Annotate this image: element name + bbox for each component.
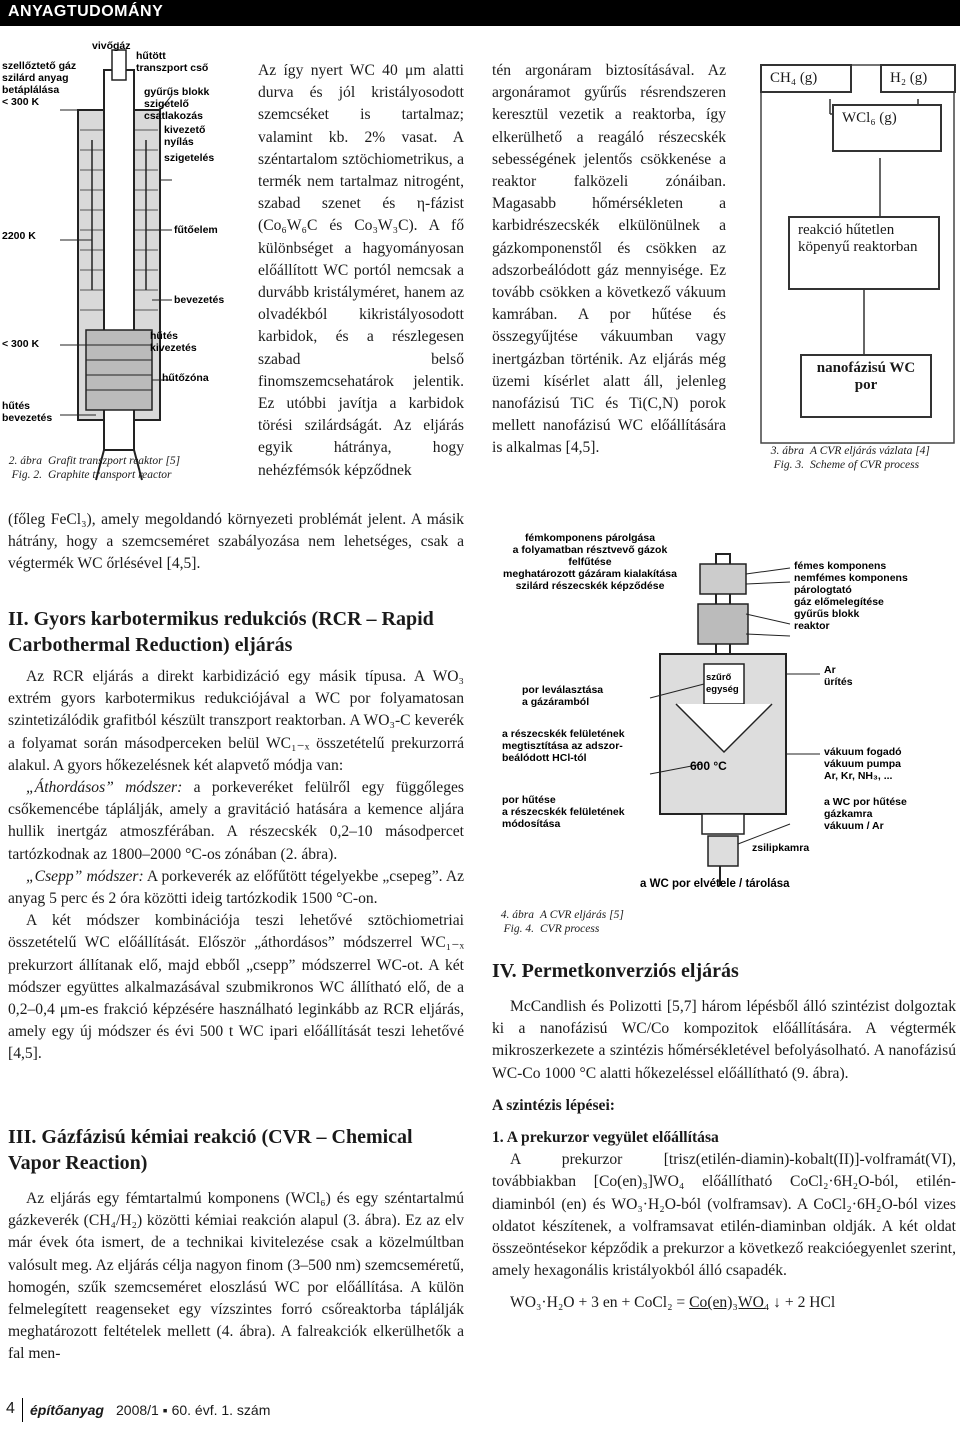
label-ar: Ar ürítés	[824, 664, 853, 688]
label-temp-300: < 300 K	[2, 338, 40, 350]
label-hutes-bevezetes: hűtés bevezetés	[2, 400, 53, 424]
caption-label: Fig. 4.	[503, 923, 534, 935]
caption-text: A CVR eljárás vázlata [4]	[810, 445, 930, 457]
figure-3-caption	[762, 444, 958, 472]
label-bevezetes: bevezetés	[174, 294, 225, 306]
caption-label: Fig. 2.	[11, 469, 42, 481]
label-wc-vetel: a WC por elvétele / tárolása	[640, 878, 790, 890]
subheading: A szintézis lépései:	[492, 1096, 615, 1114]
label-hutott-transzport: hűtött transzport cső	[136, 50, 209, 74]
section-2-heading	[8, 606, 464, 658]
label-hutozona: hűtőzóna	[162, 372, 209, 384]
figure-4	[490, 524, 956, 900]
equation-right: + 2 HCl	[780, 1294, 836, 1312]
label-szigetelo: szigetelő	[144, 98, 189, 110]
section-header	[0, 0, 960, 26]
journal-name: építőanyag	[30, 1402, 104, 1418]
heading-text: II. Gyors karbotermikus redukciós (RCR – Rapid Carbothermal Reduction) eljárás	[8, 608, 434, 656]
label-kivezeto-nyilas: kivezető nyílás	[164, 124, 206, 148]
label-top-right: fémes komponens nemfémes komponens párologtató gáz előmelegítése gyűrűs blokk reaktor	[794, 560, 908, 632]
label-csatlakozas: csatlakozás	[144, 110, 203, 122]
box-wcl6: WCl₆ (g)	[832, 104, 942, 152]
equation-product: Co(en)₃WO₄	[689, 1294, 770, 1312]
label-filter: szűrő egység	[706, 672, 739, 695]
label-por-hutes: por hűtése a részecskék felületének módosítása	[502, 794, 625, 830]
box-ch4: CH₄ (g)	[760, 64, 852, 93]
paragraph-text: Az RCR eljárás a direkt karbidizáció egy másik típusa. A WO₃ extrém gyors karbotermikus redukciójával a WC por folyamatosan szintetizálódik grafitból készült transzport reaktorban. A WO₃-C keverék a folyamat során másodperceken belül WC₁₋ₓ összetételű prekurzorrá alakul. A gyors hőkezelésnek két alapvető módja van:	[8, 668, 464, 774]
emphasis: „Csepp” módszer:	[26, 867, 144, 885]
box-reaction: reakció hűtetlen köpenyű reaktorban	[788, 216, 940, 290]
step-heading: 1. A prekurzor vegyület előállítása	[492, 1129, 719, 1147]
label-wc-por-hutes: a WC por hűtése gázkamra vákuum / Ar	[824, 796, 907, 832]
label-vakuum: vákuum fogadó vákuum pumpa Ar, Kr, NH₃, ...	[824, 746, 902, 782]
page-number: 4	[6, 1400, 15, 1417]
caption-text: Graphite transport reactor	[48, 469, 172, 481]
figure-4-caption	[492, 908, 732, 936]
label-por-leval: por leválasztása a gázáramból	[522, 684, 604, 708]
label-futoelem: fűtőelem	[174, 224, 218, 236]
footer-divider	[22, 1398, 23, 1422]
label-hutes-kivezetes: hűtés kivezetés	[150, 330, 197, 354]
label-top-left: fémkomponens párolgása a folyamatban résztvevő gázok felfűtése meghatározott gázáram kialakítása szilárd részecskék képződése	[503, 532, 677, 592]
footer	[0, 1398, 320, 1424]
figure-2-caption	[0, 454, 240, 482]
section-4-body	[492, 996, 956, 1315]
caption-label: 3. ábra	[770, 445, 804, 457]
caption-text: A CVR eljárás [5]	[540, 909, 624, 921]
paragraph-text	[8, 866, 464, 910]
caption-label: Fig. 3.	[773, 459, 804, 471]
caption-text: CVR process	[540, 923, 600, 935]
emphasis: „Áthordásos” módszer:	[26, 779, 183, 797]
paragraph-text: A prekurzor [trisz(etilén-diamin)-kobalt(II)]-volframát(VI), továbbiakban [Co(en)₃]WO₄ előállítható CoCl₂·6H₂O-ból, etilén-diaminból (en) és WO₃·H₂O-ból (volframsav). A CoCl₂·6H₂O-ból vizes oldatot készítenek, a volframsavat etilén-diaminban oldják. A két oldat összeöntésekor képződik a prekurzor a következő reakcióegyenlet szerint, amely hexagonális kristályokból álló csapadék.	[492, 1151, 956, 1280]
caption-text: Scheme of CVR process	[810, 459, 920, 471]
heading-text: IV. Permetkonverziós eljárás	[492, 960, 739, 982]
figure-3	[760, 64, 955, 444]
paragraph-text: tén argonáram biztosításával. Az argonáramot gyűrűs résrendszeren keresztül vezetik a reaktorba, így elkerülhető a reagáló részecskék sebességének jelentős csökkenése a reaktor falközeli zónáiban. Magasabb hőmérsékleten a karbidrészecskék elkülönülnek a gázkomponenstől és csökken az adszorbeálódott gáz mennyisége. Ez tovább csökken a következő vákuum kamrában. A por hűtése és összegyűjtése vákuumban vagy inertgázban történik. Az eljárás még üzemi kísérlet alatt áll, jelenleg nanofázisú TiC és Ti(C,N) porok mellett nanofázisú WC előállítására is alkalmas [4,5].	[492, 62, 726, 457]
caption-text: Grafit transzport reaktor [5]	[48, 455, 181, 467]
figure-2	[0, 40, 250, 490]
label-temp-2200: 2200 K	[2, 230, 36, 242]
label-feluleti-tisztitas: a részecskék felületének megtisztítása az adszor- beálódott HCl-tól	[502, 728, 625, 764]
col2-paragraph-1	[492, 60, 726, 460]
section-2-body	[8, 666, 464, 1066]
box-product: nanofázisú WC por	[800, 354, 932, 418]
heading-text: III. Gázfázisú kémiai reakció (CVR – Chemical Vapor Reaction)	[8, 1126, 413, 1174]
label-temp-600: 600 °C	[690, 759, 727, 773]
section-3-heading	[8, 1124, 464, 1176]
label-zsilip: zsilipkamra	[752, 842, 810, 854]
caption-label: 4. ábra	[500, 909, 534, 921]
equation-left: WO₃·H₂O + 3 en + CoCl₂ =	[510, 1294, 690, 1312]
reaction-equation	[492, 1292, 956, 1314]
paragraph-text	[8, 777, 464, 866]
text: A porkeverék az előfűtött tégelyekbe „csepeg”. Az anyag 5 perc és 2 óra közötti ideig tartózkodik 1500 °C-on.	[8, 867, 465, 908]
paragraph-text: McCandlish és Polizotti [5,7] három lépésből álló szintézist dolgoztak ki a nanofázisú WC/Co kompozitok előállítására. A végtermék mikroszerkezete a szintézis hőmérsékletével befolyásolható. A nanofázisú WC-Co 1000 °C alatti hőkezeléssel előállítható (9. ábra).	[492, 998, 956, 1082]
caption-label: 2. ábra	[8, 455, 42, 467]
down-arrow-icon: ↓	[769, 1294, 781, 1312]
label-gyurus-blokk: gyűrűs blokk	[144, 86, 210, 98]
issue-info: 2008/1 ▪ 60. évf. 1. szám	[116, 1402, 271, 1418]
paragraph-text: A két módszer kombinációja teszi lehetővé sztöchiometriai összetételű WC előállítását. Először „áthordásos” módszerrel WC₁₋ₓ prekurzort állítanak elő, majd ebből „csepp” módszerrel WC-ot. A két módszer együttes alkalmazásával szubmikronos WC állítható elő, de a 0,2–0,4 μm-es frakció képzésére használható leginkább az RCR eljárás, amely egy új módszer és évi 500 t WC ipari előállítását teszi lehetővé [4,5].	[8, 912, 464, 1063]
label-szellozteto: szellőztető gáz szilárd anyag betáplálása < 300 K	[2, 60, 77, 108]
section-4-heading	[492, 958, 956, 984]
label-vivogaz: vivőgáz	[92, 40, 131, 52]
section-title: ANYAGTUDOMÁNY	[8, 3, 164, 20]
section-3-body	[8, 1188, 464, 1366]
text: a porkeveréket felülről egy függőleges csőkemencébe táplálják, amely a gravitáció hatására a kemence aljára hullik inertgáz atmoszférában. A részecskék 0,2–10 másodpercet tartózkodnak az 1800–2000 °C-os zónában (2. ábra).	[8, 779, 465, 863]
col1-paragraph-1	[258, 60, 464, 482]
col1-body	[8, 509, 464, 576]
paragraph-text: Az eljárás egy fémtartalmú komponens (WCl₆) és egy széntartalmú gázkeverék (CH₄/H₂) közötti kémiai reakción alapul (3. ábra). Ez az elv már évek óta ismert, de a technikai kivitelezése csak a közelmúltban valósult meg. Az eljárás célja nagyon finom (3–500 nm) szemcseméretű, homogén, szűk szemcseméret eloszlású WC por előállítása. A külön felmelegített reagenseket egy vízszintes forró csőreaktorba táplálják meghatározott feltételek mellett (4. ábra). A falreakciók elkerülhetők a fal men-	[8, 1190, 464, 1363]
box-h2: H₂ (g)	[880, 64, 956, 93]
label-szigeteles: szigetelés	[164, 152, 215, 164]
paragraph-text: Az így nyert WC 40 μm alatti durva és jól kristályosodott szemcséket is tartalmaz; valamint kb. 2% vasat. A széntartalom sztöchiometrikus, a termék nem tartalmaz nitrogént, szabad szenet és η-fázist (Co₆W₆C és Co₃W₃C). A fő különbséget a hagyományosan előállított WC portól nemcsak a durvább kristályméret, hanem az olvadékból kikristályosodott karbidok, és a részlegesen szabad belső finomszemcsehatárok jelentik. Ez utóbbi javítja a karbidok törési szilárdságát. Az eljárás egyik hátránya, hogy nehézfémsók képződnek	[258, 62, 464, 479]
paragraph-text: (főleg FeCl₃), amely megoldandó környezeti problémát jelent. A másik hátrány, hogy a szemcseméret szabályozása nem lehetséges, csak a végtermék WC őrlésével [4,5].	[8, 511, 464, 573]
